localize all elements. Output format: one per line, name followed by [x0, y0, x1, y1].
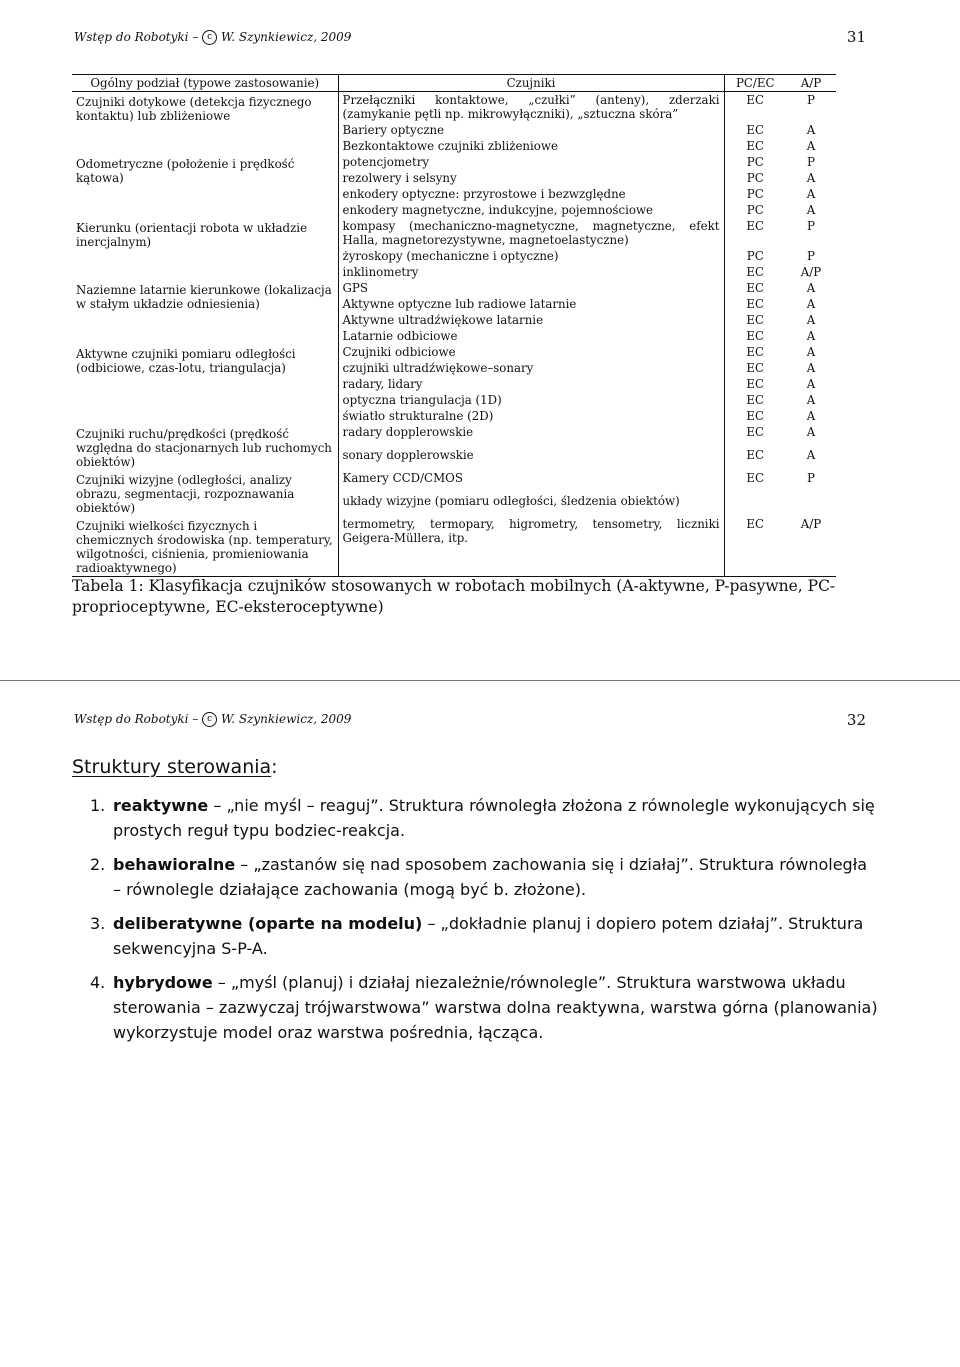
pcec-cell: [724, 493, 786, 516]
section-title-colon: :: [271, 756, 278, 778]
column-header-category: Ogólny podział (typowe zastosowanie): [72, 75, 338, 92]
sensor-cell: Latarnie odbiciowe: [338, 328, 724, 344]
pcec-cell: EC: [746, 329, 765, 343]
ap-cell: A: [806, 377, 816, 391]
sensor-cell: Bariery optyczne: [338, 122, 724, 138]
sensor-cell: termometry, termopary, higrometry, tensometry, liczniki Geigera-Müllera, itp.: [338, 516, 724, 577]
pcec-cell: EC: [746, 139, 765, 153]
table-row: [72, 92, 836, 123]
ap-cell: A: [806, 123, 816, 137]
ap-cell: P: [807, 155, 815, 169]
item-term: hybrydowe: [113, 973, 213, 992]
category-cell: Naziemne latarnie kierunkowe (lokalizacja w stałym układzie odniesienia): [72, 280, 338, 344]
category-cell: Czujniki ruchu/prędkości (prędkość względna do stacjonarnych lub ruchomych obiektów): [72, 424, 338, 470]
ap-cell: A: [806, 313, 816, 327]
table-row: [72, 154, 836, 170]
sensor-cell: Bezkontaktowe czujniki zbliżeniowe: [338, 138, 724, 154]
table-row: [72, 344, 836, 360]
item-term: reaktywne: [113, 796, 209, 815]
list-item: [90, 911, 880, 961]
pcec-cell: EC: [746, 393, 765, 407]
sensor-cell: Aktywne ultradźwiękowe latarnie: [338, 312, 724, 328]
page-number: 31: [846, 28, 866, 46]
table-row: [72, 516, 836, 577]
sensor-cell: enkodery optyczne: przyrostowe i bezwzględne: [338, 186, 724, 202]
sensor-cell: radary, lidary: [338, 376, 724, 392]
sensor-cell: sonary dopplerowskie: [338, 447, 724, 470]
header-prefix: Wstęp do Robotyki –: [74, 712, 199, 726]
item-number: 3.: [90, 914, 106, 933]
category-cell: Aktywne czujniki pomiaru odległości (odbiciowe, czas-lotu, triangulacja): [72, 344, 338, 424]
ap-cell: P: [807, 219, 815, 233]
ap-cell: A/P: [800, 265, 822, 279]
item-term: behawioralne: [113, 855, 236, 874]
ap-cell: A: [806, 297, 816, 311]
pcec-cell: EC: [746, 361, 765, 375]
list-item: [90, 793, 880, 843]
pcec-cell: EC: [746, 409, 765, 423]
category-cell: Czujniki wielkości fizycznych i chemicznych środowiska (np. temperatury, wilgotności, ciśnienia, promieniowania radioaktywnego): [72, 516, 338, 577]
ap-cell: A: [806, 187, 816, 201]
column-header-sensors: Czujniki: [338, 75, 724, 92]
page-32: [0, 681, 960, 1367]
pcec-cell: PC: [746, 171, 764, 185]
pcec-cell: PC: [746, 249, 764, 263]
pcec-cell: EC: [746, 123, 765, 137]
pcec-cell: PC: [746, 155, 764, 169]
sensor-cell: czujniki ultradźwiękowe–sonary: [338, 360, 724, 376]
running-header: [74, 30, 351, 45]
ap-cell: A: [806, 425, 816, 439]
copyright-icon: c: [202, 712, 217, 727]
page-number: 32: [846, 711, 866, 729]
list-item: [90, 970, 880, 1045]
table-row: [72, 470, 836, 493]
table-row: [72, 218, 836, 248]
sensor-cell: enkodery magnetyczne, indukcyjne, pojemnościowe: [338, 202, 724, 218]
sensor-cell: kompasy (mechaniczno-magnetyczne, magnetyczne, efekt Halla, magnetorezystywne, magnetoelastyczne): [338, 218, 724, 248]
ap-cell: A: [806, 393, 816, 407]
ap-cell: P: [807, 249, 815, 263]
table-caption: Tabela 1: Klasyfikacja czujników stosowanych w robotach mobilnych (A-aktywne, P-pasywne, PC-proprioceptywne, EC-eksteroceptywne): [72, 577, 836, 616]
ap-cell: [786, 493, 836, 516]
table-row: [72, 424, 836, 447]
sensor-cell: Przełączniki kontaktowe, „czułki” (anteny), zderzaki (zamykanie pętli np. mikrowyłączniki), „sztuczna skóra”: [338, 92, 724, 123]
table-header-row: [72, 75, 836, 92]
pcec-cell: EC: [724, 516, 786, 577]
item-description: – „zastanów się nad sposobem zachowania się i działaj”. Struktura równoległa – równolegle działające zachowania (mogą być b. złożone).: [113, 855, 868, 899]
pcec-cell: EC: [746, 265, 765, 279]
ap-cell: A: [806, 329, 816, 343]
sensor-cell: optyczna triangulacja (1D): [338, 392, 724, 408]
pcec-cell: PC: [746, 187, 764, 201]
running-header: [74, 712, 351, 727]
page-31: [0, 0, 960, 680]
pcec-cell: EC: [746, 471, 765, 485]
pcec-cell: EC: [746, 345, 765, 359]
ap-cell: P: [807, 93, 815, 107]
ap-cell: A: [806, 345, 816, 359]
control-structures-list: [90, 793, 880, 1054]
ap-cell: A: [806, 281, 816, 295]
pcec-cell: EC: [746, 93, 765, 107]
ap-cell: A: [806, 203, 816, 217]
ap-cell: A: [806, 139, 816, 153]
item-description: – „myśl (planuj) i działaj niezależnie/równolegle”. Struktura warstwowa układu sterowania – zazwyczaj trójwarstwowa” warstwa dolna reaktywna, warstwa górna (planowania) wykorzystuje model oraz warstwa pośrednia, łącząca.: [113, 973, 878, 1042]
ap-cell: A/P: [786, 516, 836, 577]
column-header-pcec: PC/EC: [724, 75, 786, 92]
sensor-cell: GPS: [338, 280, 724, 296]
section-title-text: Struktury sterowania: [72, 756, 272, 778]
category-cell: Kierunku (orientacji robota w układzie inercjalnym): [72, 218, 338, 280]
sensor-cell: inklinometry: [338, 264, 724, 280]
ap-cell: A: [806, 171, 816, 185]
category-cell: Odometryczne (położenie i prędkość kątowa): [72, 154, 338, 218]
table-body: [72, 92, 836, 577]
pcec-cell: EC: [746, 219, 765, 233]
item-description: – „nie myśl – reaguj”. Struktura równoległa złożona z równolegle wykonujących się prostych reguł typu bodziec-reakcja.: [113, 796, 875, 840]
category-cell: Czujniki dotykowe (detekcja fizycznego kontaktu) lub zbliżeniowe: [72, 92, 338, 155]
sensor-cell: układy wizyjne (pomiaru odległości, śledzenia obiektów): [338, 493, 724, 516]
header-author: W. Szynkiewicz, 2009: [220, 30, 352, 44]
sensor-cell: radary dopplerowskie: [338, 424, 724, 447]
sensor-cell: Czujniki odbiciowe: [338, 344, 724, 360]
pcec-cell: EC: [746, 377, 765, 391]
sensor-cell: żyroskopy (mechaniczne i optyczne): [338, 248, 724, 264]
ap-cell: P: [807, 471, 815, 485]
sensor-classification-table: [72, 74, 836, 577]
item-term: deliberatywne (oparte na modelu): [113, 914, 423, 933]
sensor-cell: Kamery CCD/CMOS: [338, 470, 724, 493]
sensor-cell: światło strukturalne (2D): [338, 408, 724, 424]
list-item: [90, 852, 880, 902]
sensor-cell: Aktywne optyczne lub radiowe latarnie: [338, 296, 724, 312]
item-number: 2.: [90, 855, 106, 874]
sensor-cell: potencjometry: [338, 154, 724, 170]
section-title: [72, 756, 278, 778]
pcec-cell: EC: [746, 297, 765, 311]
ap-cell: A: [806, 409, 816, 423]
pcec-cell: EC: [746, 313, 765, 327]
item-number: 4.: [90, 973, 106, 992]
item-description: – „dokładnie planuj i dopiero potem działaj”. Struktura sekwencyjna S-P-A.: [113, 914, 864, 958]
pcec-cell: EC: [746, 425, 765, 439]
ap-cell: A: [806, 361, 816, 375]
pcec-cell: EC: [746, 281, 765, 295]
pcec-cell: EC: [746, 448, 765, 462]
ap-cell: A: [806, 448, 816, 462]
copyright-icon: c: [202, 30, 217, 45]
item-number: 1.: [90, 796, 106, 815]
header-prefix: Wstęp do Robotyki –: [74, 30, 199, 44]
category-cell: Czujniki wizyjne (odległości, analizy obrazu, segmentacji, rozpoznawania obiektów): [72, 470, 338, 516]
table-row: [72, 280, 836, 296]
pcec-cell: PC: [746, 203, 764, 217]
column-header-ap: A/P: [786, 75, 836, 92]
sensor-cell: rezolwery i selsyny: [338, 170, 724, 186]
header-author: W. Szynkiewicz, 2009: [220, 712, 352, 726]
